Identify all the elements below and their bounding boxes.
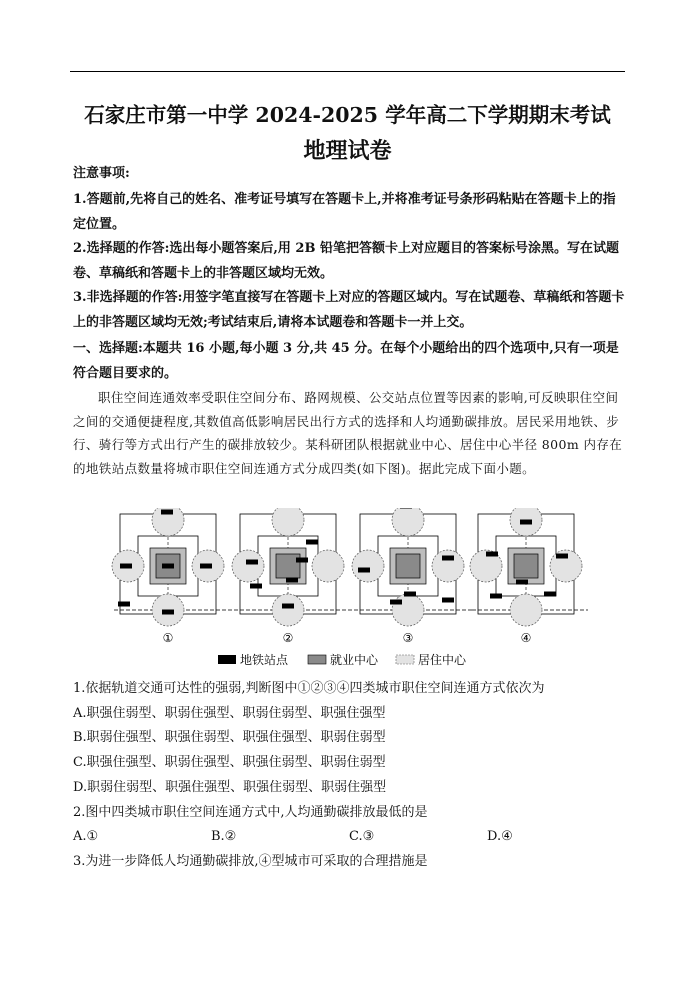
subway-station: [556, 554, 568, 559]
subway-station: [162, 610, 174, 615]
question-stem: 2.图中四类城市职住空间连通方式中,人均通勤碳排放最低的是: [73, 804, 428, 820]
panel-label: ①: [162, 631, 174, 645]
residence-center: [312, 550, 344, 582]
schema-panel: [470, 508, 588, 645]
note-item: 1.答题前,先将自己的姓名、准考证号填写在答题卡上,并将准考证号条形码粘贴在答题卡上的指定位置。: [73, 192, 616, 232]
residence-center: [352, 550, 384, 582]
question-options-row: [73, 825, 625, 850]
subway-station: [282, 604, 294, 609]
question-option: C.③: [349, 829, 375, 845]
reading-passage: [73, 386, 625, 480]
questions: [73, 677, 625, 875]
subway-station: [118, 602, 130, 607]
question-stem: 3.为进一步降低人均通勤碳排放,④型城市可采取的合理措施是: [73, 853, 428, 869]
legend-residence-label: 居住中心: [418, 653, 467, 666]
subway-station: [520, 520, 532, 525]
commute-pattern-figure: [108, 508, 588, 666]
employment-center: [514, 554, 538, 578]
question-option: B.②: [211, 829, 237, 845]
residence-center: [392, 508, 424, 536]
subway-station: [442, 556, 454, 561]
subway-station: [400, 508, 412, 509]
notes-heading: 注意事项:: [73, 166, 130, 181]
employment-center: [396, 554, 420, 578]
legend-employment-label: 就业中心: [330, 653, 379, 666]
note-item: 2.选择题的作答:选出每小题答案后,用 2B 铅笔把答额卡上对应题目的答案标号涂黑。写在试题卷、草稿纸和答题卡上的非答题区域均无效。: [73, 241, 619, 281]
residence-center: [232, 550, 264, 582]
residence-center: [392, 594, 424, 626]
schema-panel: [112, 508, 234, 645]
subway-station: [161, 510, 173, 515]
panel-label: ②: [282, 631, 294, 645]
legend-employment-swatch: [308, 655, 326, 664]
schema-panel: [232, 508, 354, 645]
legend-station-label: 地铁站点: [240, 653, 289, 666]
subway-station: [490, 594, 502, 599]
residence-center: [272, 594, 304, 626]
figure-legend: [218, 652, 467, 666]
subway-station: [486, 552, 498, 557]
header-rule: [70, 71, 625, 72]
residence-center: [272, 508, 304, 536]
subway-station: [162, 564, 174, 569]
notes-list: [73, 188, 625, 335]
subway-station: [246, 560, 258, 565]
question-option: C.职强住强型、职弱住强型、职强住弱型、职弱住弱型: [73, 755, 386, 771]
subway-station: [390, 600, 402, 605]
subway-station: [286, 578, 298, 583]
legend-residence-swatch: [396, 655, 414, 664]
question-option: A.①: [73, 829, 99, 845]
subway-station: [544, 592, 556, 597]
panel-label: ③: [402, 631, 414, 645]
subway-station: [200, 564, 212, 569]
question-stem: 1.依据轨道交通可达性的强弱,判断图中①②③④四类城市职住空间连通方式依次为: [73, 681, 545, 696]
subway-station: [516, 580, 528, 585]
question-option: A.职强住弱型、职弱住强型、职弱住弱型、职强住强型: [73, 705, 386, 721]
section-heading-text: 一、选择题:本题共 16 小题,每小题 3 分,共 45 分。在每个小题给出的四个选项中,只有一项是符合题目要求的。: [73, 341, 619, 381]
note-item: 3.非选择题的作答:用签字笔直接写在答题卡上对应的答题区域内。写在试题卷、草稿纸和答题卡上的非答题区域均无效;考试结束后,请将本试题卷和答题卡一并上交。: [73, 290, 625, 330]
question-option: D.④: [487, 829, 513, 845]
question-option: D.职弱住弱型、职强住强型、职强住弱型、职弱住强型: [73, 779, 387, 795]
residence-center: [432, 550, 464, 582]
question-option: B.职弱住强型、职强住弱型、职强住强型、职弱住弱型: [73, 730, 386, 746]
section-heading: [73, 337, 625, 386]
subway-station: [442, 598, 454, 603]
subway-station: [296, 558, 308, 563]
subway-station: [250, 584, 262, 589]
residence-center: [510, 594, 542, 626]
subway-station: [306, 540, 318, 545]
passage-text: 职住空间连通效率受职住空间分布、路网规模、公交站点位置等因素的影响,可反映职住空间之间的交通便捷程度,其数值高低影响居民出行方式的选择和人均通勤碳排放。居民采用地铁、步行、骑行等方式出行产生的碳排放较少。某科研团队根据就业中心、居住中心半径 800m 内存在的地铁站点数量将城市职住空间连通方式分成四类(如下图)。据此完成下面小题。: [73, 390, 623, 476]
panel-label: ④: [520, 631, 532, 645]
exam-title: 石家庄市第一中学 2024-2025 学年高二下学期期末考试: [84, 103, 611, 127]
legend-station-swatch: [218, 655, 236, 664]
schema-panel: [352, 508, 474, 645]
exam-subtitle: 地理试卷: [303, 138, 392, 164]
subway-station: [404, 592, 416, 597]
subway-station: [358, 568, 370, 573]
subway-station: [120, 564, 132, 569]
